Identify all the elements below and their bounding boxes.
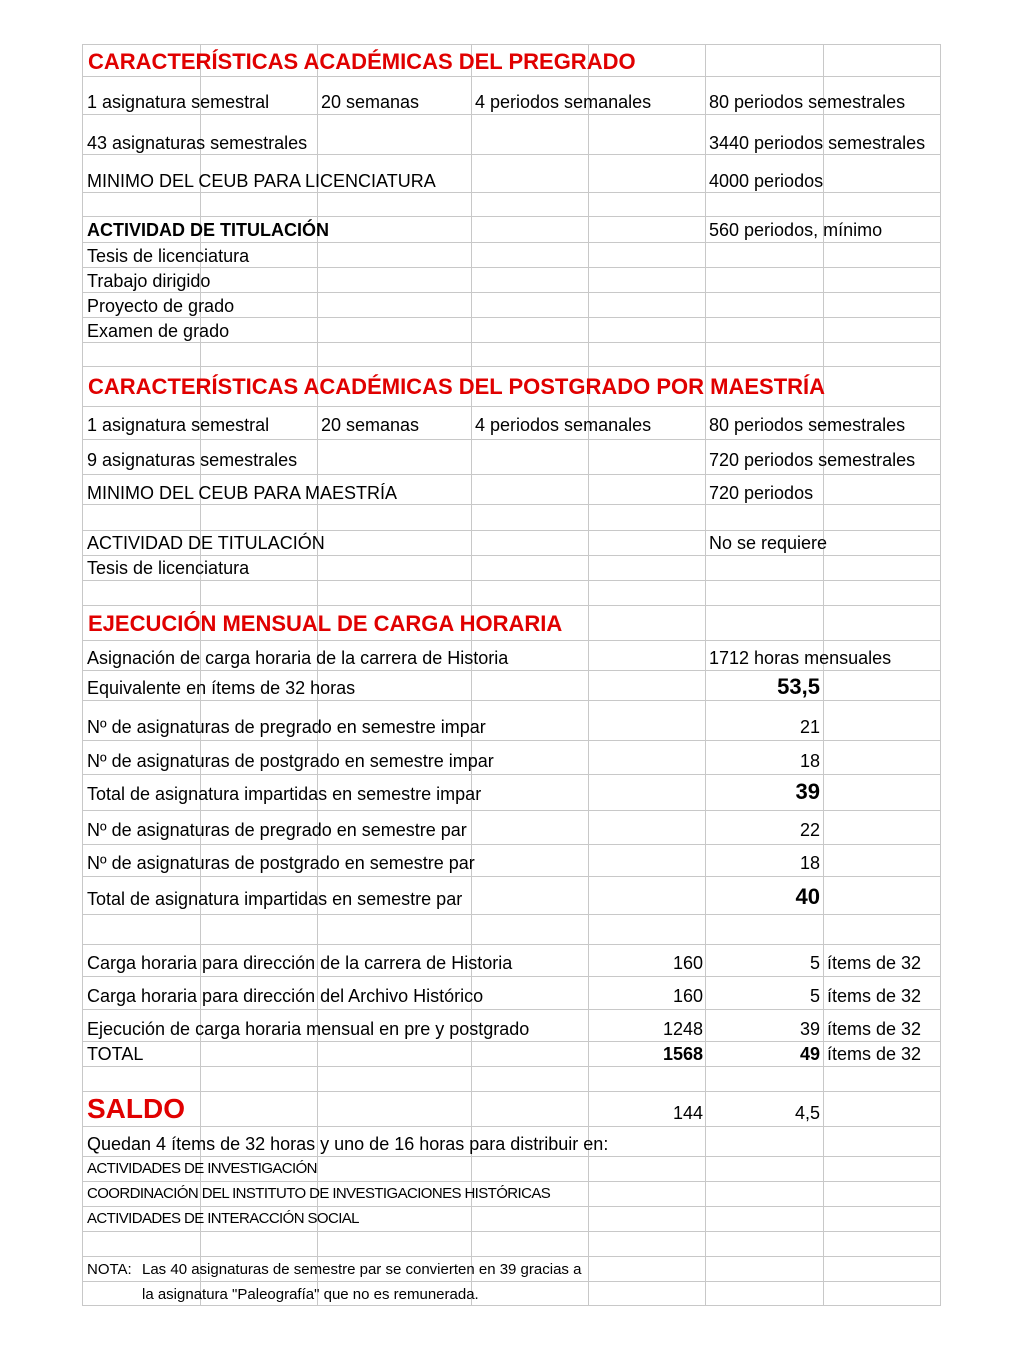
pregrado-title: CARACTERÍSTICAS ACADÉMICAS DEL PREGRADO (88, 49, 636, 74)
carga-row-items: 5 (809, 986, 820, 1006)
total-horas: 1568 (662, 1044, 703, 1064)
equivalente-label: Equivalente en ítems de 32 horas (87, 678, 356, 698)
ejecucion-title: EJECUCIÓN MENSUAL DE CARGA HORARIA (88, 611, 563, 636)
carga-row-items: 5 (809, 953, 820, 973)
nota-line1: Las 40 asignaturas de semestre par se convierten en 39 gracias a (142, 1261, 582, 1278)
pre-impar-value: 21 (799, 717, 820, 737)
pregrado-modalidad: Trabajo dirigido (87, 271, 211, 291)
postgrado-row2-d: 720 periodos semestrales (709, 450, 916, 470)
postgrado-row1-c: 4 periodos semanales (475, 415, 652, 435)
pregrado-row1-c: 4 periodos semanales (475, 92, 652, 112)
postgrado-row1-b: 20 semanas (321, 415, 420, 435)
carga-row-label: Ejecución de carga horaria mensual en pre y postgrado (87, 1019, 530, 1039)
pregrado-row2-d: 3440 periodos semestrales (709, 133, 926, 153)
total-unit: ítems de 32 (827, 1044, 922, 1064)
postgrado-row3-a: MINIMO DEL CEUB PARA MAESTRÍA (87, 483, 398, 503)
carga-row-horas: 160 (672, 986, 703, 1006)
pregrado-row3-a: MINIMO DEL CEUB PARA LICENCIATURA (87, 171, 436, 191)
asignacion-label: Asignación de carga horaria de la carrera de Historia (87, 648, 509, 668)
total-items: 49 (799, 1044, 820, 1064)
pregrado-modalidad: Tesis de licenciatura (87, 246, 250, 266)
equivalente-value: 53,5 (777, 674, 820, 699)
saldo-horas: 144 (672, 1103, 703, 1123)
carga-row-horas: 1248 (662, 1019, 703, 1039)
quedan-text: Quedan 4 ítems de 32 horas y uno de 16 horas para distribuir en: (87, 1134, 609, 1154)
pre-par-value: 22 (799, 820, 820, 840)
total-label: TOTAL (87, 1044, 144, 1064)
saldo-items: 4,5 (794, 1103, 820, 1123)
total-par-value: 40 (795, 884, 820, 909)
actividad-item: COORDINACIÓN DEL INSTITUTO DE INVESTIGACIONES HISTÓRICAS (87, 1185, 551, 1202)
post-par-label: Nº de asignaturas de postgrado en semestre par (87, 853, 475, 873)
pregrado-row1-b: 20 semanas (321, 92, 420, 112)
pregrado-titulacion-label: ACTIVIDAD DE TITULACIÓN (87, 220, 329, 240)
postgrado-title: CARACTERÍSTICAS ACADÉMICAS DEL POSTGRADO POR MAESTRÍA (88, 374, 826, 399)
carga-row-unit: ítems de 32 (827, 986, 922, 1006)
saldo-label: SALDO (87, 1093, 185, 1124)
post-impar-label: Nº de asignaturas de postgrado en semestre impar (87, 751, 494, 771)
carga-row-unit: ítems de 32 (827, 1019, 922, 1039)
asignacion-value: 1712 horas mensuales (709, 648, 892, 668)
pre-par-label: Nº de asignaturas de pregrado en semestre par (87, 820, 467, 840)
pre-impar-label: Nº de asignaturas de pregrado en semestre impar (87, 717, 486, 737)
pregrado-row3-d: 4000 periodos (709, 171, 824, 191)
pregrado-row1-a: 1 asignatura semestral (87, 92, 270, 112)
postgrado-titulacion-value: No se requiere (709, 533, 828, 553)
postgrado-row1-d: 80 periodos semestrales (709, 415, 906, 435)
total-impar-label: Total de asignatura impartidas en semestre impar (87, 784, 482, 804)
nota-prefix: NOTA: (87, 1261, 132, 1278)
post-par-value: 18 (799, 853, 820, 873)
carga-row-unit: ítems de 32 (827, 953, 922, 973)
pregrado-row1-d: 80 periodos semestrales (709, 92, 906, 112)
carga-row-horas: 160 (672, 953, 703, 973)
post-impar-value: 18 (799, 751, 820, 771)
actividad-item: ACTIVIDADES DE INTERACCIÓN SOCIAL (87, 1210, 359, 1227)
pregrado-modalidad: Proyecto de grado (87, 296, 235, 316)
postgrado-row3-d: 720 periodos (709, 483, 814, 503)
carga-row-label: Carga horaria para dirección del Archivo Histórico (87, 986, 484, 1006)
pregrado-modalidad: Examen de grado (87, 321, 230, 341)
postgrado-titulacion-label: ACTIVIDAD DE TITULACIÓN (87, 533, 325, 553)
postgrado-modalidad: Tesis de licenciatura (87, 558, 250, 578)
postgrado-row1-a: 1 asignatura semestral (87, 415, 270, 435)
pregrado-row2-a: 43 asignaturas semestrales (87, 133, 308, 153)
total-par-label: Total de asignatura impartidas en semestre par (87, 889, 463, 909)
carga-row-items: 39 (799, 1019, 820, 1039)
spreadsheet (82, 44, 941, 1305)
carga-row-label: Carga horaria para dirección de la carrera de Historia (87, 953, 513, 973)
pregrado-titulacion-value: 560 periodos, mínimo (709, 220, 883, 240)
total-impar-value: 39 (795, 779, 820, 804)
postgrado-row2-a: 9 asignaturas semestrales (87, 450, 298, 470)
nota-line2: la asignatura "Paleografía" que no es remunerada. (142, 1286, 479, 1303)
actividad-item: ACTIVIDADES DE INVESTIGACIÓN (87, 1160, 317, 1177)
